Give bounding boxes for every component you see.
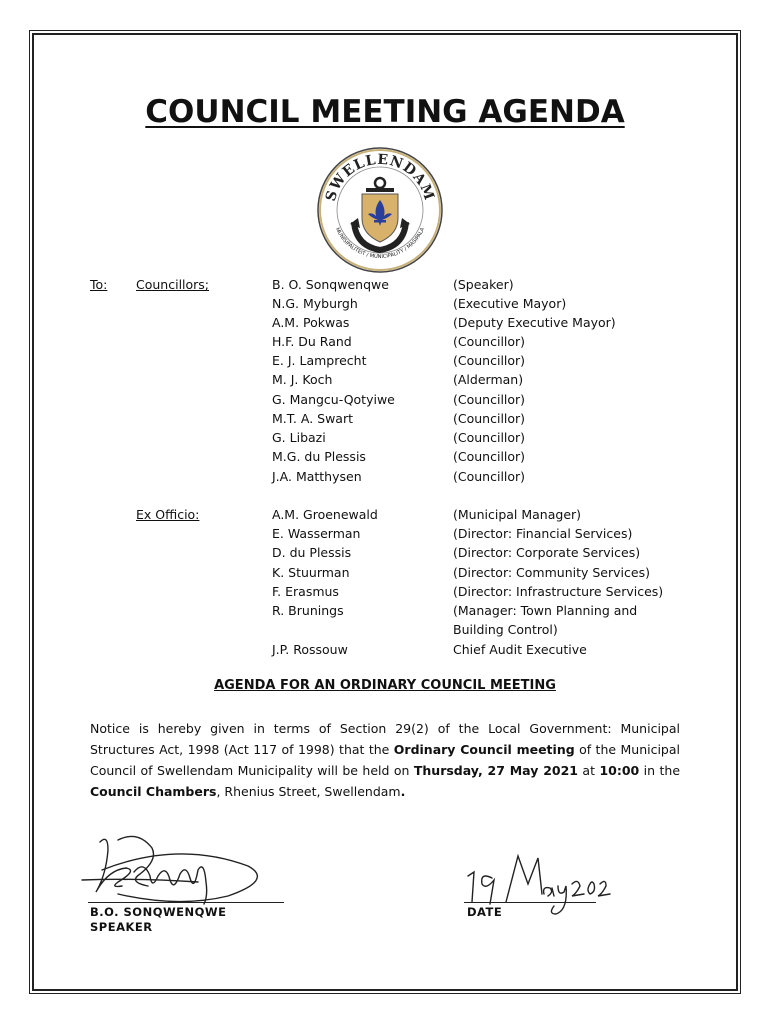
councillor-name: G. Libazi xyxy=(272,430,326,445)
councillor-name: J.A. Matthysen xyxy=(272,469,362,484)
official-name: J.P. Rossouw xyxy=(272,642,348,657)
councillor-role: (Councillor) xyxy=(453,353,526,368)
notice-text: of the Municipal Council of Swellendam Municipality will be held on xyxy=(90,742,680,778)
councillor-role: (Councillor) xyxy=(453,449,526,464)
meeting-time: 10:00 xyxy=(599,763,640,778)
official-name: K. Stuurman xyxy=(272,565,350,580)
to-label: To: xyxy=(90,277,108,292)
councillor-name: E. J. Lamprecht xyxy=(272,353,367,368)
svg-text:MUNISIPALITEIT / MUNICIPALITY: MUNISIPALITEIT / MUNICIPALITY / MASIPALA xyxy=(333,226,427,261)
speaker-title: SPEAKER xyxy=(90,920,153,934)
meeting-type: Ordinary Council meeting xyxy=(393,742,575,757)
councillor-role: (Councillor) xyxy=(453,411,526,426)
official-name: F. Erasmus xyxy=(272,584,339,599)
councillor-name: G. Mangcu-Qotyiwe xyxy=(272,392,395,407)
councillor-role: (Executive Mayor) xyxy=(453,296,567,311)
councillor-role: (Councillor) xyxy=(453,392,526,407)
speaker-name: B.O. SONQWENQWE xyxy=(90,905,227,919)
councillor-role: (Alderman) xyxy=(453,372,524,387)
official-role: (Director: Corporate Services) xyxy=(453,545,641,560)
official-role: (Director: Financial Services) xyxy=(453,526,633,541)
councillor-name: H.F. Du Rand xyxy=(272,334,352,349)
official-name: R. Brunings xyxy=(272,603,344,618)
councillor-role: (Deputy Executive Mayor) xyxy=(453,315,616,330)
meeting-date: Thursday, 27 May 2021 xyxy=(413,763,578,778)
speaker-signature-line xyxy=(88,902,284,903)
councillor-name: M.T. A. Swart xyxy=(272,411,353,426)
official-role: (Director: Community Services) xyxy=(453,565,650,580)
official-role: Chief Audit Executive xyxy=(453,642,587,657)
speaker-signature xyxy=(78,830,278,910)
date-signature-line xyxy=(464,902,596,903)
councillor-role: (Speaker) xyxy=(453,277,514,292)
councillor-name: B. O. Sonqwenqwe xyxy=(272,277,389,292)
official-role: (Municipal Manager) xyxy=(453,507,582,522)
official-name: D. du Plessis xyxy=(272,545,352,560)
notice-text: in the xyxy=(639,763,681,778)
notice-end: . xyxy=(400,784,406,799)
official-role: (Manager: Town Planning and xyxy=(453,603,638,618)
meeting-notice-paragraph xyxy=(90,718,680,802)
ex-officio-label: Ex Officio: xyxy=(136,507,200,522)
notice-text: at xyxy=(578,763,600,778)
councillor-role: (Councillor) xyxy=(453,430,526,445)
notice-text: Notice is hereby given in terms of Section 29(2) of the Local Government: Municipal Structures Act, 1998 (Act 117 of 1998) that the xyxy=(90,721,680,757)
councillor-name: M. J. Koch xyxy=(272,372,333,387)
councillor-role: (Councillor) xyxy=(453,469,526,484)
official-role: Building Control) xyxy=(453,622,558,637)
councillor-name: N.G. Myburgh xyxy=(272,296,358,311)
agenda-subheading: AGENDA FOR AN ORDINARY COUNCIL MEETING xyxy=(214,678,556,693)
meeting-venue: Council Chambers xyxy=(90,784,217,799)
notice-text: , Rhenius Street, Swellendam xyxy=(216,784,401,799)
councillor-name: A.M. Pokwas xyxy=(272,315,350,330)
date-label: DATE xyxy=(467,905,503,919)
official-name: A.M. Groenewald xyxy=(272,507,378,522)
councillor-name: M.G. du Plessis xyxy=(272,449,366,464)
svg-text:SWELLENDAM: SWELLENDAM xyxy=(322,151,438,204)
municipality-seal-logo xyxy=(316,146,444,274)
councillor-role: (Councillor) xyxy=(453,334,526,349)
official-name: E. Wasserman xyxy=(272,526,361,541)
page-title: COUNCIL MEETING AGENDA xyxy=(145,94,625,130)
councillors-label: Councillors; xyxy=(136,277,210,292)
official-role: (Director: Infrastructure Services) xyxy=(453,584,664,599)
